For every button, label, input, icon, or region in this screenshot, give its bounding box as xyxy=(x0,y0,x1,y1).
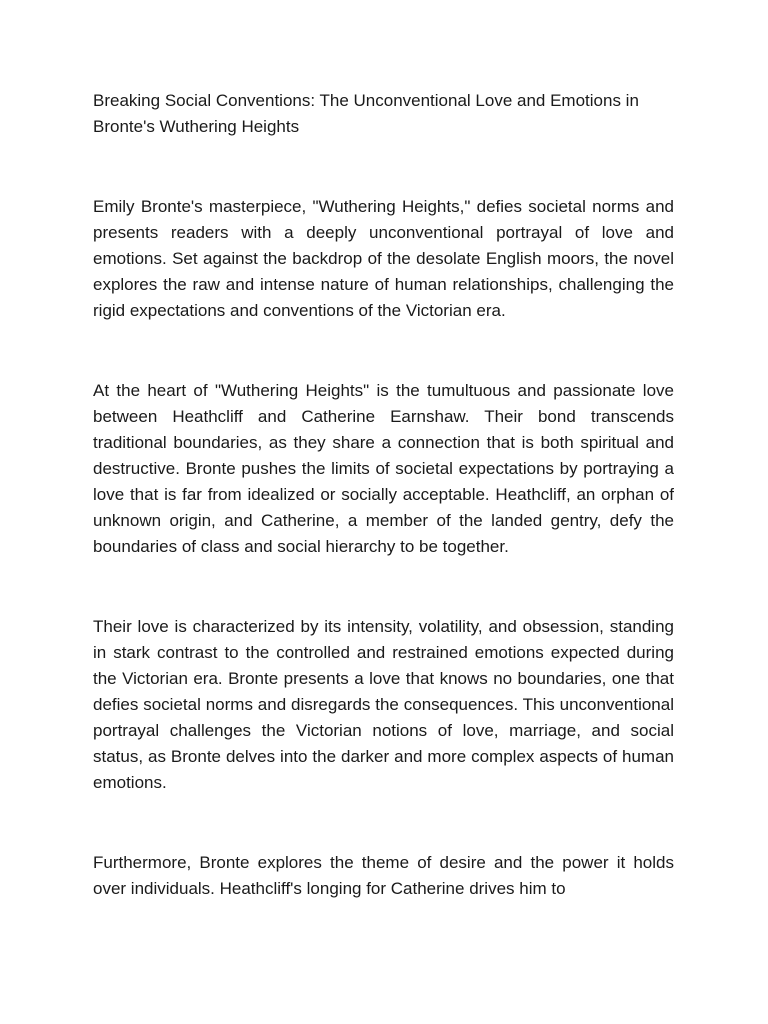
document-title: Breaking Social Conventions: The Unconventional Love and Emotions in Bronte's Wuthering Heights xyxy=(93,91,639,136)
paragraph: At the heart of "Wuthering Heights" is the tumultuous and passionate love between Heathcliff and Catherine Earnshaw. Their bond transcends traditional boundaries, as they share a connection that is both spiritual and destructive. Bronte pushes the limits of societal expectations by portraying a love that is far from idealized or socially acceptable. Heathcliff, an orphan of unknown origin, and Catherine, a member of the landed gentry, defy the boundaries of class and social hierarchy to be together. xyxy=(93,381,674,556)
paragraph: Their love is characterized by its intensity, volatility, and obsession, standing in stark contrast to the controlled and restrained emotions expected during the Victorian era. Bronte presents a love that knows no boundaries, one that defies societal norms and disregards the consequences. This unconventional portrayal challenges the Victorian notions of love, marriage, and social status, as Bronte delves into the darker and more complex aspects of human emotions. xyxy=(93,617,674,792)
document-body xyxy=(93,88,674,902)
paragraph: Furthermore, Bronte explores the theme of desire and the power it holds over individuals. Heathcliff's longing for Catherine drives him to xyxy=(93,853,674,898)
paragraph: Emily Bronte's masterpiece, "Wuthering Heights," defies societal norms and presents readers with a deeply unconventional portrayal of love and emotions. Set against the backdrop of the desolate English moors, the novel explores the raw and intense nature of human relationships, challenging the rigid expectations and conventions of the Victorian era. xyxy=(93,197,674,320)
